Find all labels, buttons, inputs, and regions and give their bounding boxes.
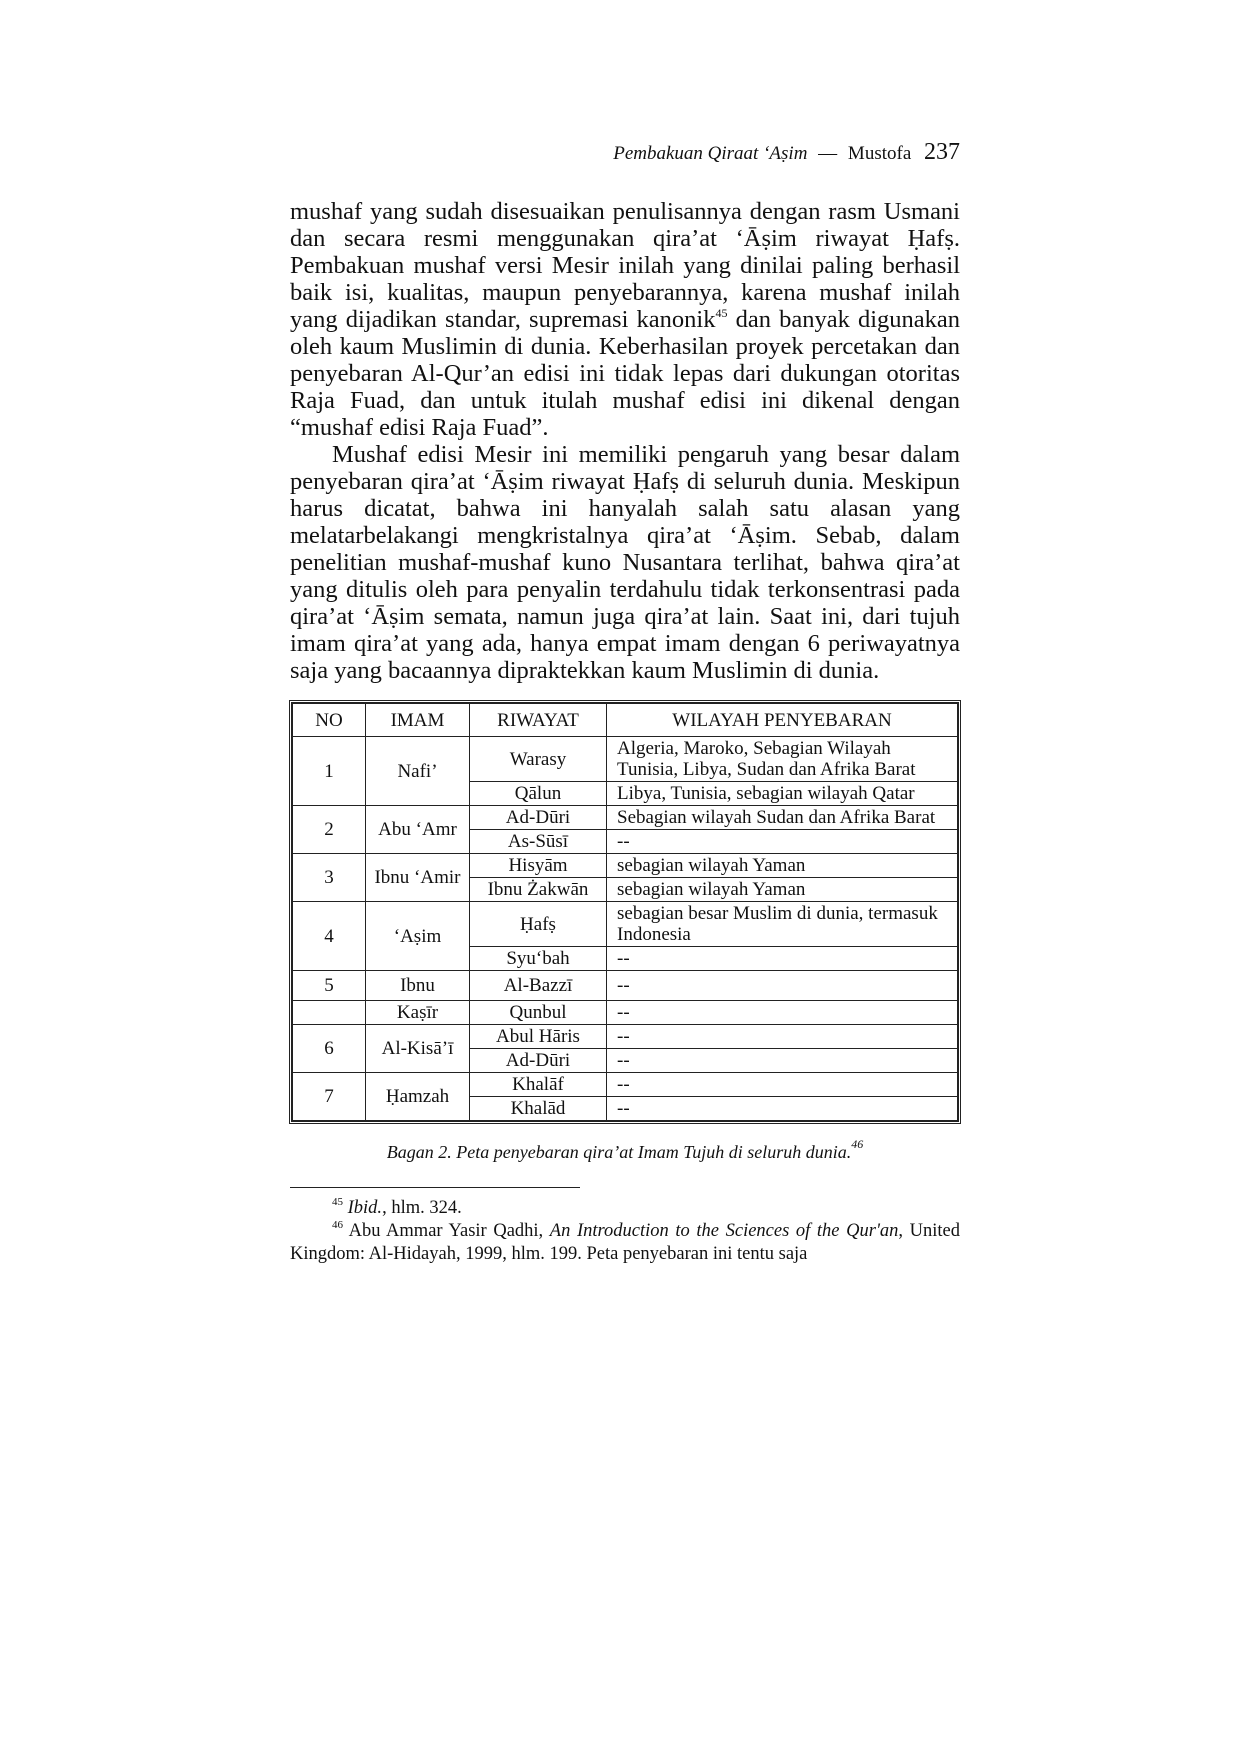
cell-no: 3 [293, 854, 366, 902]
footnote-46-text-b: , United Kingdom: Al-Hidayah, 1999, hlm. 199. Peta penyebaran ini tentu saja [290, 1221, 960, 1264]
cell-wilayah: Algeria, Maroko, Sebagian Wilayah Tunisia, Libya, Sudan dan Afrika Barat [607, 737, 958, 782]
cell-riwayat: Qālun [470, 782, 607, 806]
cell-riwayat: Ḥafṣ [470, 902, 607, 947]
cell-riwayat: As-Sūsī [470, 830, 607, 854]
footnote-ref-45[interactable]: 45 [715, 306, 728, 320]
paragraph-1-part-a: mushaf yang sudah disesuaikan penulisannya dengan rasm Usmani dan secara resmi menggunakan qira’at ‘Āṣim riwayat Ḥafṣ. Pembakuan mushaf versi Mesir inilah yang dinilai paling berhasil baik isi, kualitas, maupun penyebarannya, karena mushaf inilah yang dijadikan standar, supremasi kanonik [290, 198, 960, 333]
footnote-45-text: , hlm. 324. [382, 1198, 462, 1218]
footnote-46-number: 46 [332, 1219, 343, 1231]
cell-imam: ‘Aṣim [366, 902, 470, 971]
cell-no: 2 [293, 806, 366, 854]
cell-wilayah: -- [607, 1097, 958, 1121]
table-row [293, 806, 958, 830]
footnote-ref-46[interactable]: 46 [851, 1137, 864, 1151]
cell-riwayat: Warasy [470, 737, 607, 782]
cell-imam: Ibnu [366, 971, 470, 1001]
cell-riwayat: Al-Bazzī [470, 971, 607, 1001]
cell-no: 5 [293, 971, 366, 1001]
table-row [293, 737, 958, 782]
running-head-title: Pembakuan Qiraat ‘Aṣim [613, 143, 808, 164]
footnote-divider [290, 1187, 580, 1188]
table-row [293, 1073, 958, 1097]
cell-riwayat: Ad-Dūri [470, 806, 607, 830]
paragraph-2: Mushaf edisi Mesir ini memiliki pengaruh yang besar dalam penyebaran qira’at ‘Āṣim riwayat Ḥafṣ di seluruh dunia. Meskipun harus dicatat, bahwa ini hanyalah salah satu alasan yang melatarbelakangi mengkristalnya qira’at ‘Āṣim. Sebab, dalam penelitian mushaf-mushaf kuno Nusantara terlihat, bahwa qira’at yang ditulis oleh para penyalin terdahulu tidak terkonsentrasi pada qira’at ‘Āṣim semata, namun juga qira’at lain. Saat ini, dari tujuh imam qira’at yang ada, hanya empat imam dengan 6 periwayatnya saja yang bacaannya dipraktekkan kaum Muslimin di dunia. [290, 441, 960, 684]
cell-no: 1 [293, 737, 366, 806]
cell-riwayat: Abul Hāris [470, 1025, 607, 1049]
header-imam: IMAM [366, 704, 470, 737]
page-number: 237 [924, 139, 960, 165]
cell-wilayah: sebagian wilayah Yaman [607, 854, 958, 878]
cell-riwayat: Syu‘bah [470, 947, 607, 971]
footnote-46-text-a: Abu Ammar Yasir Qadhi, [343, 1221, 550, 1241]
cell-riwayat: Khalāf [470, 1073, 607, 1097]
cell-riwayat: Ad-Dūri [470, 1049, 607, 1073]
cell-wilayah: -- [607, 1025, 958, 1049]
table-row [293, 1001, 958, 1025]
paragraph-1 [290, 198, 960, 441]
table-caption [290, 1137, 960, 1164]
cell-wilayah: -- [607, 830, 958, 854]
footnote-46 [290, 1220, 960, 1266]
cell-riwayat: Ibnu Żakwān [470, 878, 607, 902]
caption-text: Bagan 2. Peta penyebaran qira’at Imam Tujuh di seluruh dunia. [386, 1142, 852, 1162]
body-text [290, 198, 960, 684]
cell-riwayat: Khalād [470, 1097, 607, 1121]
paragraph-1-part-b: dan banyak digunakan oleh kaum Muslimin di dunia. Keberhasilan proyek percetakan dan penyebaran Al-Qur’an edisi ini tidak lepas dari dukungan otoritas Raja Fuad, dan untuk itulah mushaf edisi ini dikenal dengan “mushaf edisi Raja Fuad”. [290, 306, 960, 441]
header-riwayat: RIWAYAT [470, 704, 607, 737]
cell-imam: Nafi’ [366, 737, 470, 806]
table-header-row [293, 704, 958, 737]
running-head-author: Mustofa [847, 143, 912, 164]
cell-wilayah: -- [607, 1073, 958, 1097]
table-row [293, 971, 958, 1001]
footnote-45 [290, 1197, 960, 1220]
header-no: NO [293, 704, 366, 737]
distribution-table [289, 700, 961, 1124]
footnotes [290, 1197, 960, 1266]
cell-wilayah: -- [607, 971, 958, 1001]
cell-imam: Ibnu ‘Amir [366, 854, 470, 902]
cell-wilayah: -- [607, 947, 958, 971]
cell-no [293, 1001, 366, 1025]
cell-wilayah: -- [607, 1001, 958, 1025]
cell-imam: Al-Kisā’ī [366, 1025, 470, 1073]
table-row [293, 902, 958, 947]
table-row [293, 854, 958, 878]
running-head-dash: — [818, 143, 838, 164]
cell-no: 6 [293, 1025, 366, 1073]
footnote-45-ibid: Ibid. [347, 1198, 383, 1218]
footnote-45-number: 45 [332, 1196, 343, 1208]
header-wilayah: WILAYAH PENYEBARAN [607, 704, 958, 737]
cell-no: 7 [293, 1073, 366, 1121]
cell-wilayah: Libya, Tunisia, sebagian wilayah Qatar [607, 782, 958, 806]
cell-imam: Kaṣīr [366, 1001, 470, 1025]
cell-no: 4 [293, 902, 366, 971]
table-row [293, 1025, 958, 1049]
cell-imam: Ḥamzah [366, 1073, 470, 1121]
cell-riwayat: Qunbul [470, 1001, 607, 1025]
cell-imam: Abu ‘Amr [366, 806, 470, 854]
cell-wilayah: Sebagian wilayah Sudan dan Afrika Barat [607, 806, 958, 830]
cell-riwayat: Hisyām [470, 854, 607, 878]
footnote-46-book-title: An Introduction to the Sciences of the Qur'an [549, 1221, 899, 1241]
cell-wilayah: -- [607, 1049, 958, 1073]
cell-wilayah: sebagian wilayah Yaman [607, 878, 958, 902]
cell-wilayah: sebagian besar Muslim di dunia, termasuk Indonesia [607, 902, 958, 947]
running-head [290, 140, 960, 166]
